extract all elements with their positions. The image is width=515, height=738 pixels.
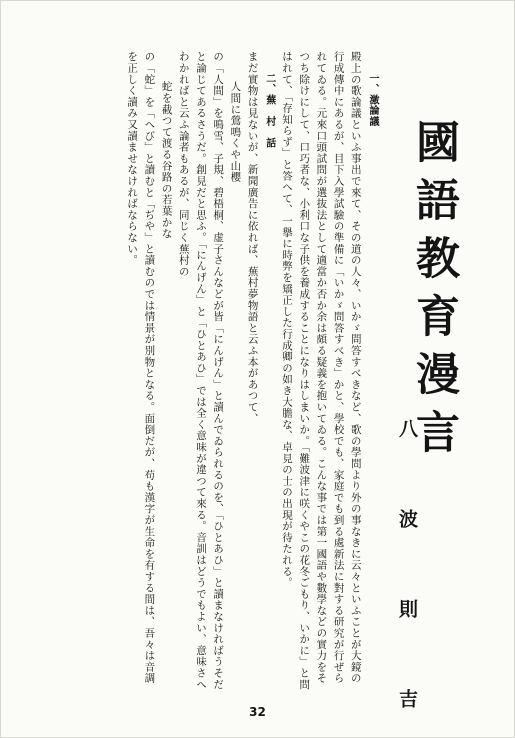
section-heading-1: 一、激論議: [367, 73, 378, 127]
article-body: [31, 51, 381, 691]
haiku-verse-2: 蛇を截つて渡る谷路の若葉かな: [160, 81, 173, 240]
section-2-paragraph-discussion: の「人間」を鳴雪、子規、碧梧桐、虚子さんなどが皆「にんげん」と讀んでゐられるのを、「ひとあひ」と讀まなければうそだと論じてあるさうだ。創見だと思ふ。「にんげん」と「ひとあひ」では全く意味が違つて來る。音訓はどうでもよい、意味さへわかればと云ふ論者もあるが、同じく蕪村の: [177, 51, 225, 690]
section-heading-2: 二、蕪 村 話: [263, 73, 275, 149]
section-1-paragraph: 殿上の歌論議といふ事出で來て、その道の人々、いかゞ問答すべきなど、歌の學問より外の事なきに云々といふことが大鏡の行成傳中にあるが、目下入學試驗の準備に「いかゞ問答すべき」かと、學校でも、家庭でも到る處新法に對する研究が行ぜられてゐる。元來口頭試問が選抜法として適當か否か余は頗る疑義を抱いてゐる。こんな事では第一國語や數學などの實力をそつち除けにして、口巧者な、小利口な子供を養成することになりはしまいか。「難波津に咲くやこの花冬ごもり、いかに」と問はれて、「存知らず」と答へて、一擧に時弊を矯正した行成卿の如き大膽な、卓見の士の出現が待たれる。: [280, 51, 362, 690]
section-2-paragraph-intro: まだ實物は見ないが、新聞廣告に依れば、蕪村夢物語と云ふ本があつて、: [246, 51, 259, 424]
author-name: 八 波 則 吉: [396, 419, 418, 734]
section-2-paragraph-conclusion: の「蛇」を「へび」と讀むと「ぢや」と讀むのでは情景が別物となる。面倒だが、苟も漢字が生命を有する間は、吾々は音調を正しく讀み又讀ませなければならない。: [126, 51, 156, 684]
haiku-verse-1: 人間に鶯鳴くや山櫻: [229, 81, 242, 183]
page-number: 32: [249, 705, 266, 719]
article-title: 國語教育漫言: [408, 119, 459, 467]
